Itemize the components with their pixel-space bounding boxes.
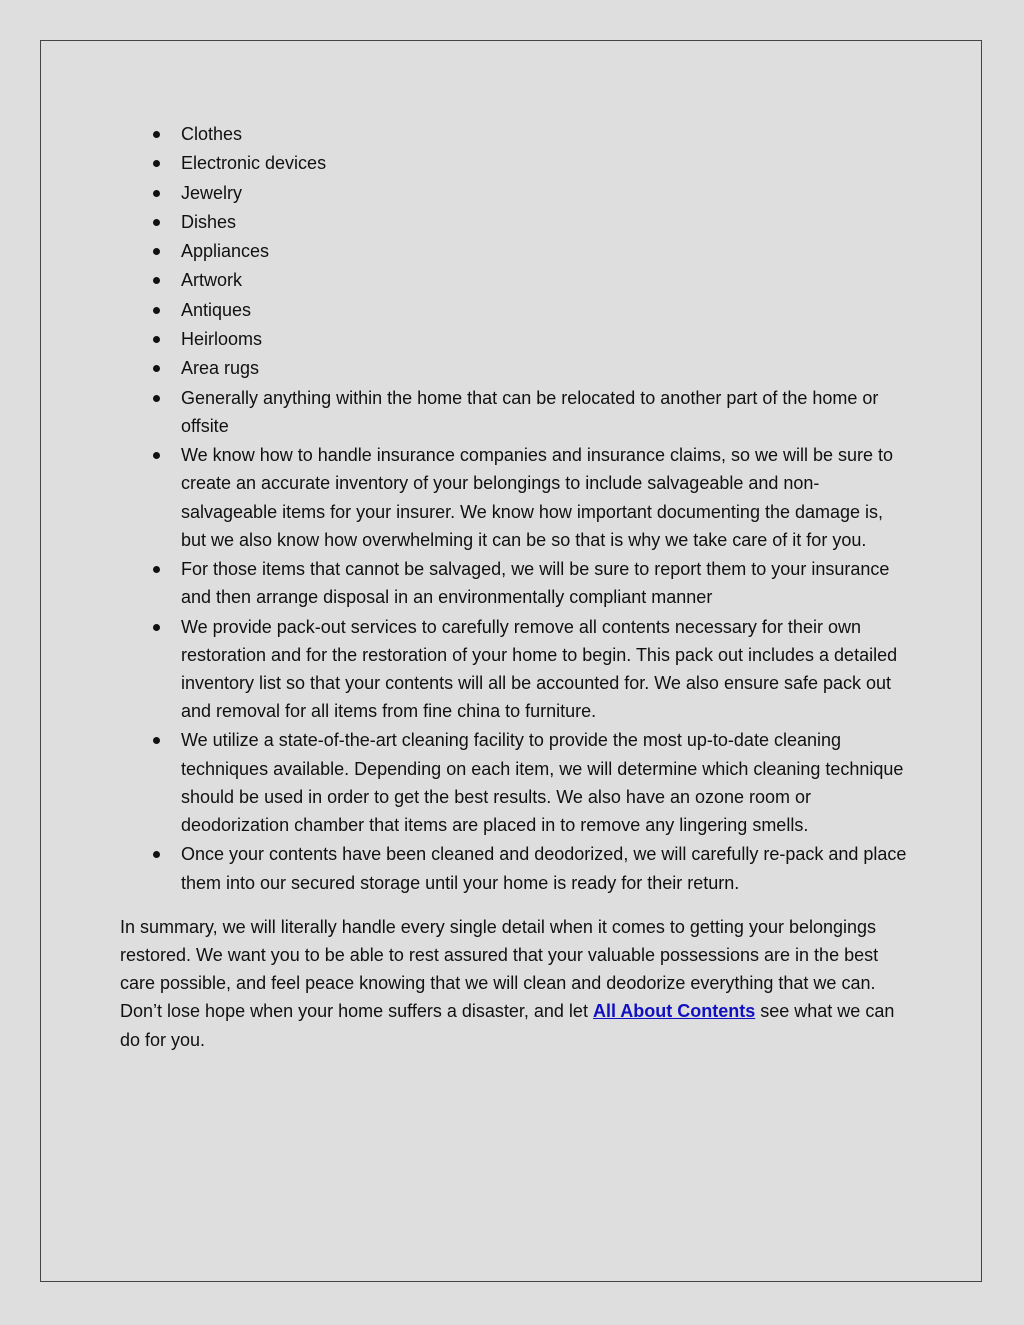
list-item: Appliances bbox=[120, 237, 910, 265]
list-item: For those items that cannot be salvaged, we will be sure to report them to your insurance and then arrange disposal in an environmentally compliant manner bbox=[120, 555, 910, 611]
list-item: Area rugs bbox=[120, 354, 910, 382]
bullet-icon bbox=[153, 365, 160, 372]
document-body bbox=[120, 120, 910, 1072]
list-item: Once your contents have been cleaned and deodorized, we will carefully re-pack and place them into our secured storage until your home is ready for their return. bbox=[120, 840, 910, 896]
list-item: We provide pack-out services to carefully remove all contents necessary for their own restoration and for the restoration of your home to begin. This pack out includes a detailed inventory list so that your contents will all be accounted for. We also ensure safe pack out and removal for all items from fine china to furniture. bbox=[120, 613, 910, 726]
bullet-icon bbox=[153, 131, 160, 138]
bullet-icon bbox=[153, 851, 160, 858]
bullet-icon bbox=[153, 566, 160, 573]
list-item: We know how to handle insurance companies and insurance claims, so we will be sure to create an accurate inventory of your belongings to include salvageable and non-salvageable items for your insurer. We know how important documenting the damage is, but we also know how overwhelming it can be so that is why we take care of it for you. bbox=[120, 441, 910, 554]
bullet-icon bbox=[153, 160, 160, 167]
bullet-icon bbox=[153, 395, 160, 402]
bullet-icon bbox=[153, 190, 160, 197]
list-item: Clothes bbox=[120, 120, 910, 148]
list-item: Generally anything within the home that can be relocated to another part of the home or offsite bbox=[120, 384, 910, 440]
list-item: Heirlooms bbox=[120, 325, 910, 353]
bullet-icon bbox=[153, 336, 160, 343]
bullet-icon bbox=[153, 219, 160, 226]
list-item: Jewelry bbox=[120, 179, 910, 207]
bullet-icon bbox=[153, 624, 160, 631]
bullet-icon bbox=[153, 248, 160, 255]
bullet-icon bbox=[153, 452, 160, 459]
bullet-icon bbox=[153, 307, 160, 314]
bullet-icon bbox=[153, 277, 160, 284]
summary-paragraph: In summary, we will literally handle every single detail when it comes to getting your belongings restored. We want you to be able to rest assured that your valuable possessions are in the best care possible, and feel peace knowing that we will clean and deodorize everything that we can. Don’t lose hope when your home suffers a disaster, and let All About Contents see what we can do for you. bbox=[120, 916, 895, 1050]
list-item: Artwork bbox=[120, 266, 910, 294]
bullet-list bbox=[120, 120, 910, 897]
list-item: Electronic devices bbox=[120, 149, 910, 177]
bullet-icon bbox=[153, 737, 160, 744]
list-item: Dishes bbox=[120, 208, 910, 236]
list-item: We utilize a state-of-the-art cleaning facility to provide the most up-to-date cleaning techniques available. Depending on each item, we will determine which cleaning technique should be used in order to get the best results. We also have an ozone room or deodorization chamber that items are placed in to remove any lingering smells. bbox=[120, 726, 910, 839]
list-item: Antiques bbox=[120, 296, 910, 324]
all-about-contents-link[interactable]: All About Contents bbox=[592, 1001, 756, 1022]
